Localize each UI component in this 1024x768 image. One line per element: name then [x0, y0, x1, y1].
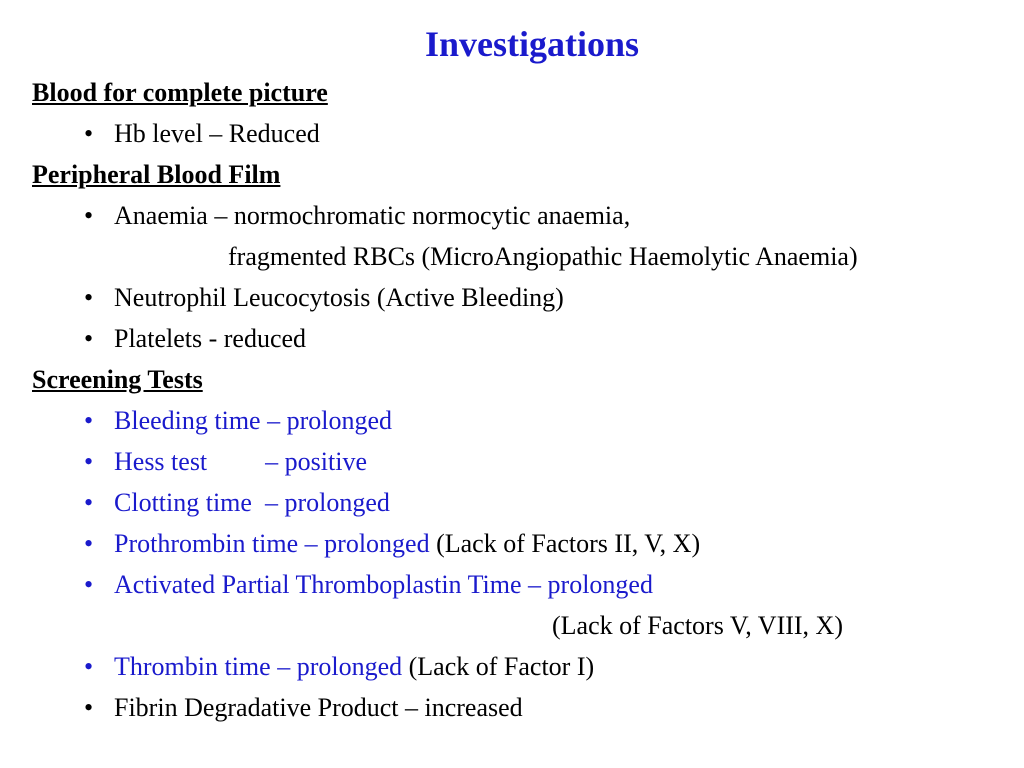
- list-item-fdp: • Fibrin Degradative Product – increased: [84, 691, 523, 725]
- bullet-icon: •: [84, 529, 94, 558]
- list-item-neutrophil: • Neutrophil Leucocytosis (Active Bleeding): [84, 281, 564, 315]
- list-item-clotting-time: • Clotting time – prolonged: [84, 486, 390, 520]
- list-item-anaemia-continued: fragmented RBCs (MicroAngiopathic Haemolytic Anaemia): [228, 242, 858, 271]
- bullet-icon: •: [84, 570, 94, 599]
- list-item-bleeding-time: • Bleeding time – prolonged: [84, 404, 392, 438]
- bullet-icon: •: [84, 201, 94, 230]
- list-item-thrombin-time: • Thrombin time – prolonged (Lack of Factor I): [84, 650, 594, 684]
- bullet-icon: •: [84, 652, 94, 681]
- slide-title: Investigations: [424, 24, 640, 64]
- list-item-hb: • Hb level – Reduced: [84, 117, 320, 151]
- bullet-icon: •: [84, 447, 94, 476]
- list-item-platelets: • Platelets - reduced: [84, 322, 306, 356]
- heading-screening-tests: Screening Tests: [32, 365, 203, 394]
- bullet-icon: •: [84, 119, 94, 148]
- list-item-aptt-note: (Lack of Factors V, VIII, X): [552, 611, 843, 640]
- bullet-icon: •: [84, 693, 94, 722]
- list-item-prothrombin-time: • Prothrombin time – prolonged (Lack of Factors II, V, X): [84, 527, 700, 561]
- heading-blood-picture: Blood for complete picture: [32, 78, 328, 107]
- list-item-hess-test: • Hess test – positive: [84, 445, 367, 479]
- heading-peripheral-film: Peripheral Blood Film: [32, 160, 281, 189]
- bullet-icon: •: [84, 488, 94, 517]
- bullet-icon: •: [84, 283, 94, 312]
- bullet-icon: •: [84, 324, 94, 353]
- bullet-icon: •: [84, 406, 94, 435]
- list-item-aptt: • Activated Partial Thromboplastin Time – prolonged: [84, 568, 653, 602]
- list-item-anaemia: • Anaemia – normochromatic normocytic anaemia,: [84, 199, 630, 233]
